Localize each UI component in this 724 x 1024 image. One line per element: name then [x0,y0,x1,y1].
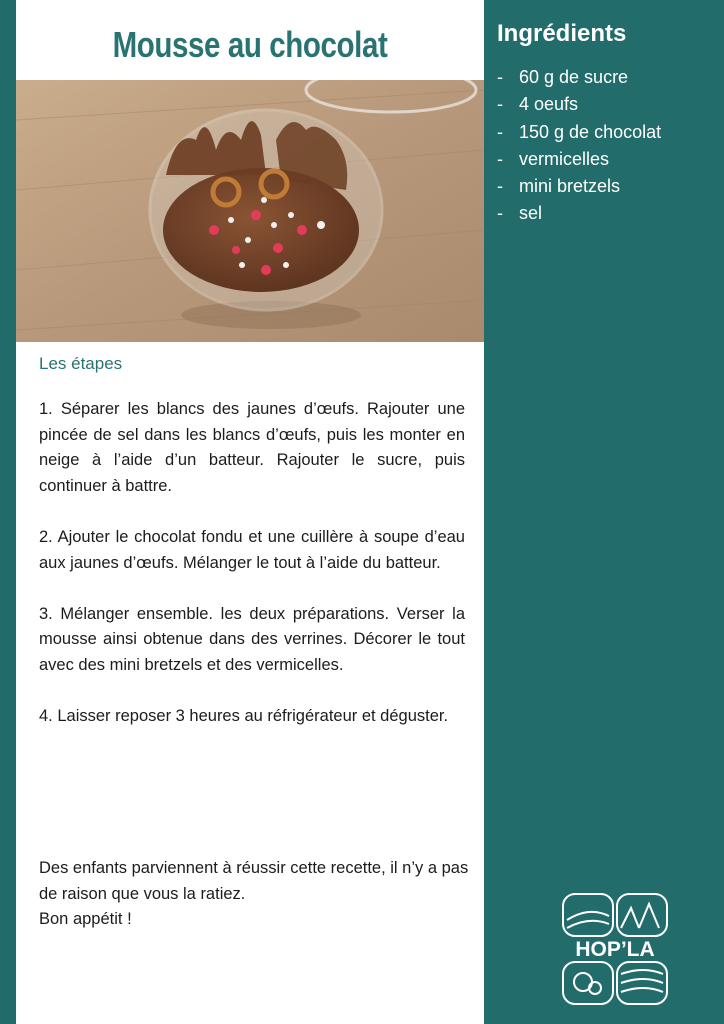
recipe-title: Mousse au chocolat [112,24,388,65]
ingredient-label: 4 oeufs [519,94,579,115]
ingredients-list [497,64,661,228]
ingredient-item: - 60 g de sucre [497,67,629,87]
outro-line-2: Bon appétit ! [39,910,132,929]
ingredient-label: vermicelles [519,148,610,169]
ingredient-item: - sel [497,203,543,224]
step-1: 1. Séparer les blancs des jaunes d’œufs. Rajouter une pincée de sel dans les blancs d’œufs, puis les monter en neige à l’aide d’un batteur. Rajouter le sucre, puis continuer à battre. [39,400,465,495]
ingredient-label: 60 g de sucre [519,67,629,87]
left-color-band [0,0,16,1024]
outro-text [39,856,469,933]
ingredient-item: - vermicelles [497,148,610,169]
outro-line-1: Des enfants parviennent à réussir cette recette, il n’y a pas de raison que vous la ratiez. [39,859,469,903]
ingredient-label: mini bretzels [519,176,621,197]
step-2: 2. Ajouter le chocolat fondu et une cuillère à soupe d’eau aux jaunes d’œufs. Mélanger le tout à l’aide du batteur. [39,527,465,572]
ingredient-item: - mini bretzels [497,176,621,197]
ingredient-item: - 4 oeufs [497,94,579,115]
step-3: 3. Mélanger ensemble. les deux préparations. Verser la mousse ainsi obtenue dans des verrines. Décorer le tout avec des mini bretzels et des vermicelles. [39,604,465,674]
steps-list [39,397,465,755]
ingredient-label: sel [519,203,543,224]
step-4: 4. Laisser reposer 3 heures au réfrigérateur et déguster. [39,707,449,726]
ingredients-title: Ingrédients [497,20,627,47]
ingredient-item: - 150 g de chocolat [497,121,662,142]
hopla-logo [559,890,671,1008]
ingredients-sidebar [484,0,724,1024]
logo-text: HOP’LA [575,938,655,961]
ingredient-label: 150 g de chocolat [519,121,662,142]
recipe-photo [16,80,484,342]
steps-heading: Les étapes [39,354,123,373]
